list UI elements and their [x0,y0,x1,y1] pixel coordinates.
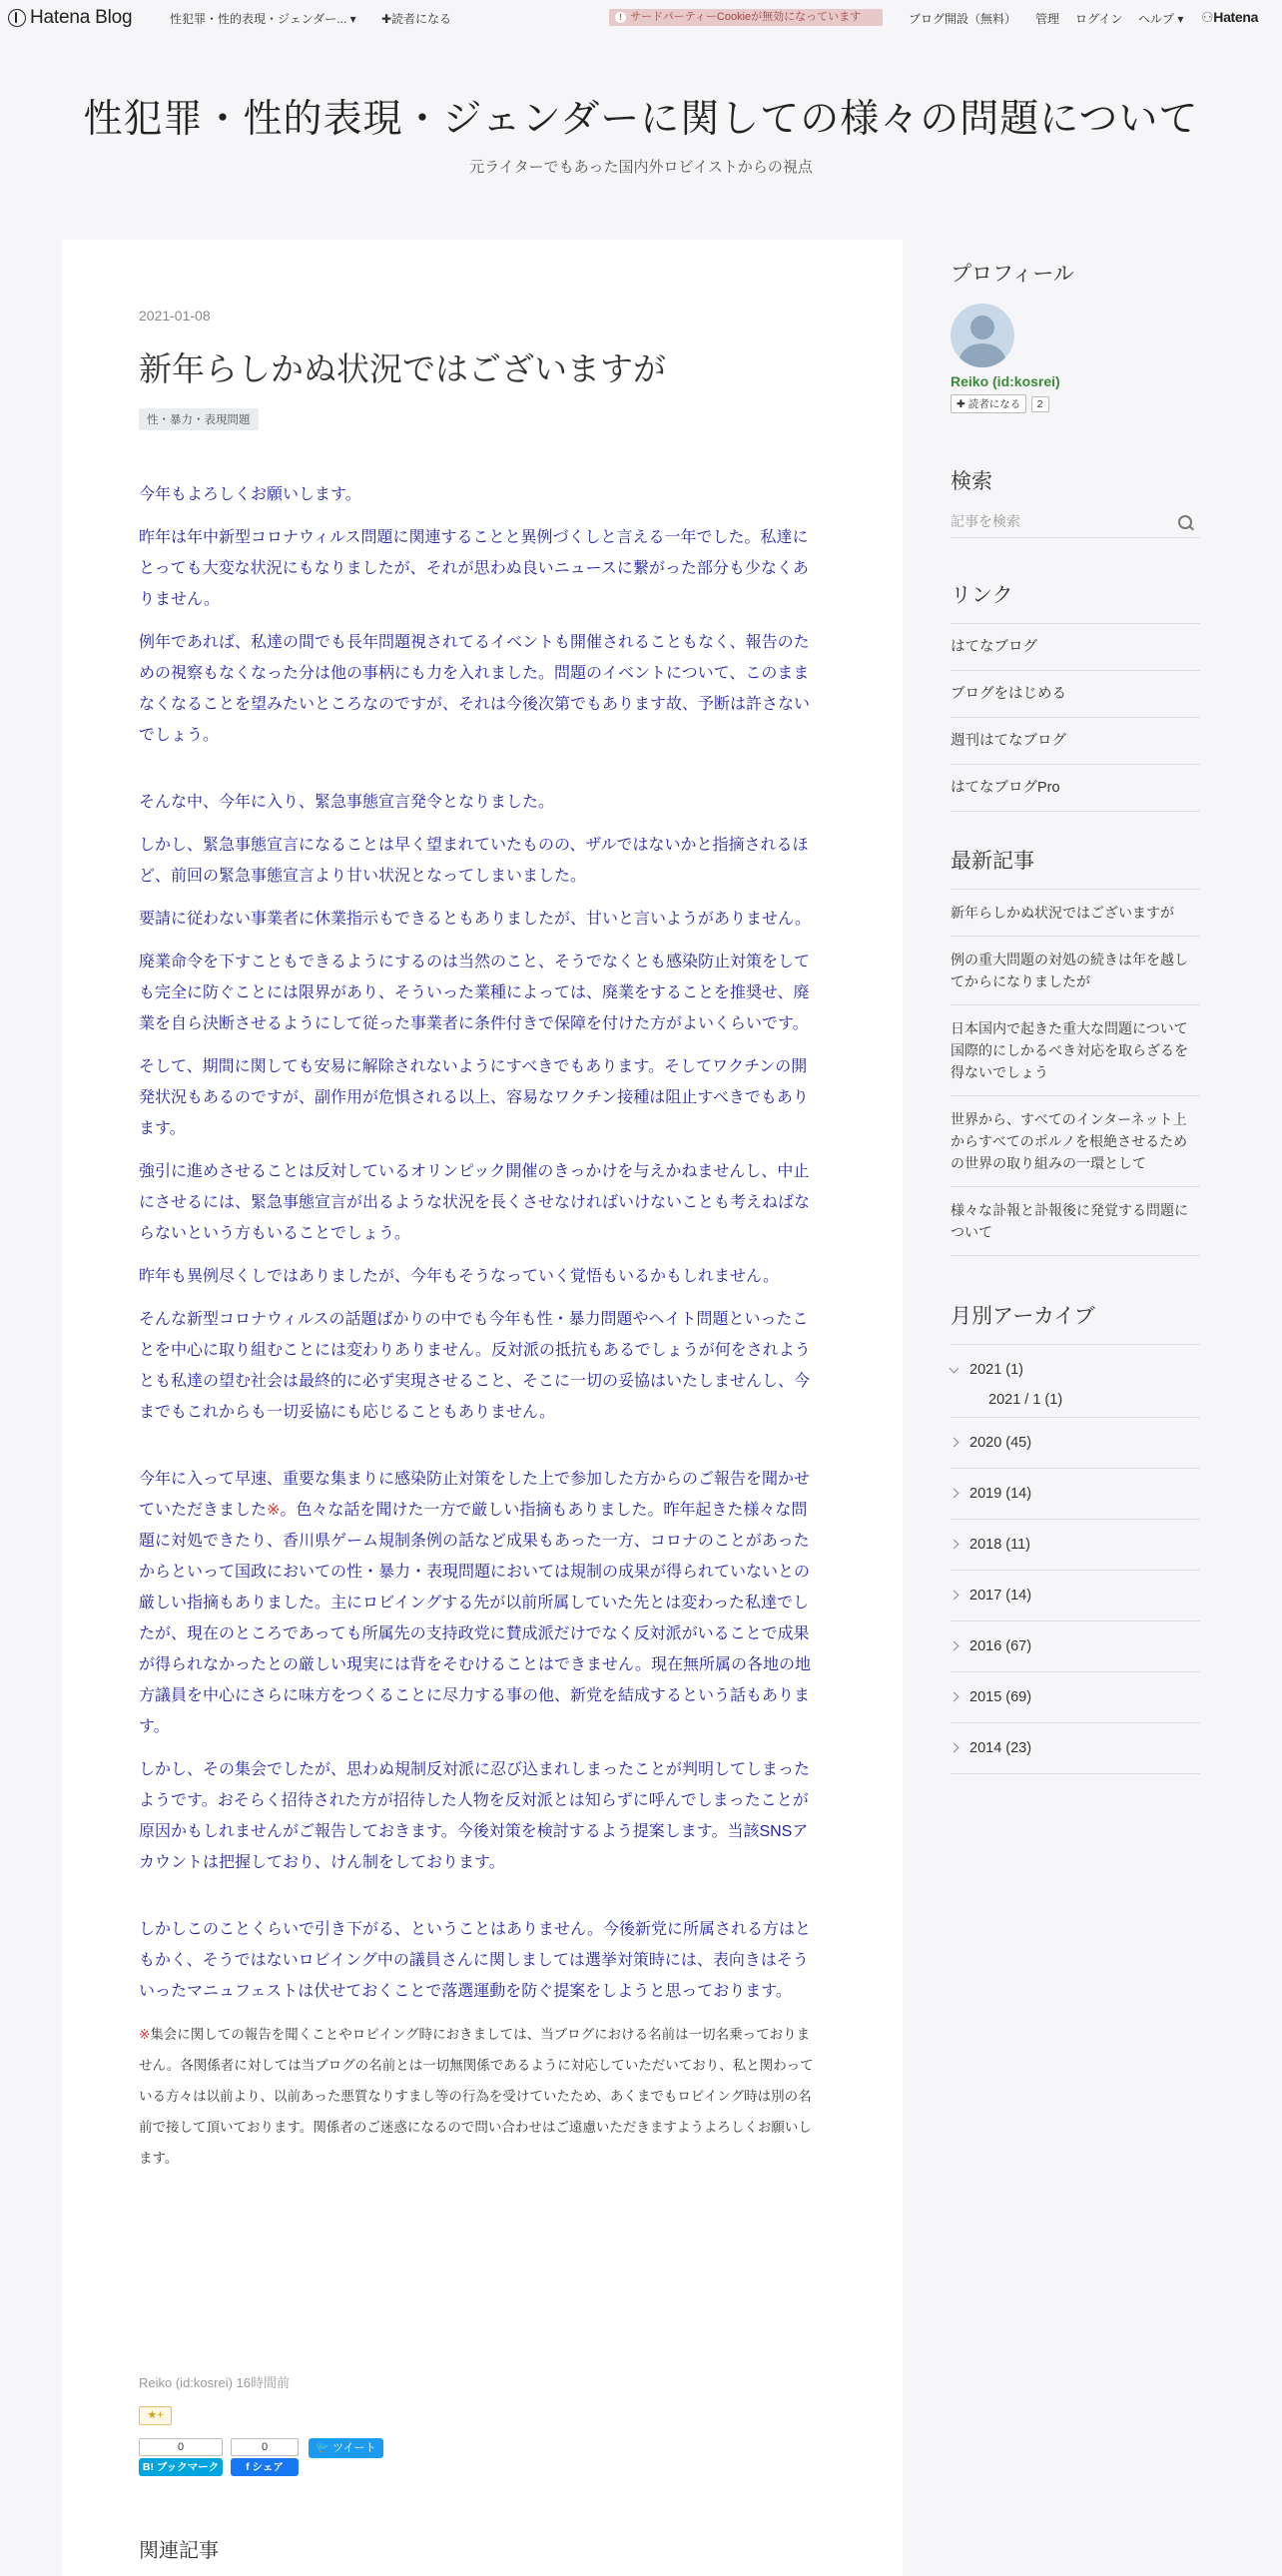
archive-year-label[interactable]: 2020 (45) [969,1435,1032,1451]
archive-year-label[interactable]: 2021 (1) [969,1362,1024,1378]
archive-year[interactable] [951,1418,1200,1469]
hatena-logo[interactable] [1201,9,1258,26]
archive-year[interactable] [951,1672,1200,1723]
tweet-label: ツイート [332,2442,376,2454]
blog-title[interactable]: 性犯罪・性的表現・ジェンダーに関しての様々の問題について [83,98,1199,141]
cookie-notice[interactable] [609,9,883,26]
entry-body [139,479,823,2174]
paragraph: 昨年も異例尽くしではありましたが、今年もそうなっていく覚悟もいるかもしれません。 [139,1268,779,1285]
recent-heading: 最新記事 [951,850,1034,873]
paragraph: 強引に進めさせることは反対しているオリンピック開催のきっかけを与えかねませんし、中止にさせるには、緊急事態宣言が出るような状況を長くさせなければいけないことも考えねばならないという方もいることでしょう。 [139,1163,811,1242]
chevron-right-icon[interactable] [950,1591,960,1601]
archive-year[interactable] [951,1520,1200,1571]
chevron-right-icon[interactable] [950,1743,960,1753]
paragraph: 例年であれば、私達の間でも長年問題視されてるイベントも開催されることもなく、報告のための視察もなくなった分は他の事柄にも力を入れました。問題のイベントについて、このままなくなることを望みたいところなのですが、それは今後次第でもあります故、予断は許さないでしょう。 [139,634,811,744]
paragraph [139,1464,823,1742]
link-item[interactable]: 週刊はてなブログ [951,718,1200,765]
paragraph-part: 。色々な話を聞けた一方で厳しい指摘もありました。昨年起きた様々な問題に対処できたり、香川県ゲーム規制条例の話など成果もあった一方、コロナのことがあったからといって国政においての性・暴力・表現問題においては規制の成果が得られていないとの厳しい指摘もありました。主にロビイングする先が以前所属していた先とは変わった私達でしたが、現在のところであっても所属先の支持政党に賛成派だけでなく反対派がいることで成果が得られなかったとの厳しい現実には背をそむけることはできません。現在無所属の各地の地方議員を中心にさらに味方をつくることに尽力する事の他、新党を結成するという話もあります。 [139,1502,811,1735]
nav-login[interactable]: ログイン [1075,12,1123,26]
profile-actions [951,394,1200,413]
paragraph: 廃業命令を下すこともできるようにするのは当然のこと、そうでなくとも感染防止対策をしても完全に防ぐことには限界があり、そういった業種によっては、廃業をすることを推奨せ、廃業を自ら決断させるようにして従った事業者に条件付きで保障を付けた方がよいくらいです。 [139,954,811,1032]
paragraph: しかし、その集会でしたが、思わぬ規制反対派に忍び込まれしまったことが判明してしまったようです。おそらく招待された方が招待した人物を反対派とは知らずに呼んでしまったことが原因かもしれませんがご報告しておきます。今後対策を検討するよう提案します。当該SNSアカウントは把握しており、けん制をしております。 [139,1761,811,1871]
archive-year-label[interactable]: 2017 (14) [969,1588,1032,1604]
bookmark-button[interactable]: B! ブックマーク [139,2458,223,2476]
facebook-share [231,2438,299,2476]
hatena-blog-logo-text: Hatena Blog [30,7,133,28]
entry-date[interactable]: 2021-01-08 [139,308,211,323]
sidebar-search [951,465,1200,538]
avatar-body [960,343,1005,367]
hatena-logo-icon: ⚇ [1201,9,1214,25]
avatar[interactable] [951,304,1014,367]
archive-year[interactable] [951,1621,1200,1672]
sidebar-archive [951,1300,1200,1774]
subscriber-count[interactable]: 2 [1031,396,1049,412]
archive-year-label[interactable]: 2018 (11) [969,1537,1030,1553]
footnote [139,2019,823,2174]
twitter-icon: 🐦 [316,2442,330,2454]
footnote-mark: ※ [267,1502,281,1519]
chevron-right-icon[interactable] [950,1489,960,1499]
search-heading: 検索 [951,470,992,493]
global-header [0,0,1282,36]
entry-category[interactable]: 性・暴力・表現問題 [139,408,259,430]
chevron-right-icon[interactable] [950,1692,960,1702]
blog-name-menu[interactable]: 性犯罪・性的表現・ジェンダー... ▾ [170,12,356,26]
archive-year[interactable] [951,1469,1200,1520]
share-count[interactable]: 0 [231,2438,299,2456]
paragraph: 昨年は年中新型コロナウィルス問題に関連することと異例づくしと言える一年でした。私達にとっても大変な状況にもなりましたが、それが思わぬ良いニュースに繋がった部分も少なくありません。 [139,529,809,608]
archive-heading: 月別アーカイブ [951,1305,1095,1328]
paragraph-part: 今年に入って早速、重要な集まりに感染防止対策をした上で参加した方からのご報告を聞かせていただきました [139,1471,811,1519]
hatena-logo-text: Hatena [1213,9,1259,25]
archive-month[interactable]: 2021 / 1 (1) [988,1392,1063,1408]
sidebar-subscribe-button[interactable]: ✚ 読者になる [951,394,1026,413]
link-item[interactable]: はてなブログ [951,624,1200,671]
archive-year-label[interactable]: 2014 (23) [969,1740,1032,1756]
subscribe-button[interactable]: ✚読者になる [381,12,452,26]
recent-entry[interactable]: 新年らしかぬ状況ではございますが [951,890,1200,937]
paragraph: そして、期間に関しても安易に解除されないようにすべきでもあります。そしてワクチンの開発状況もあるのですが、副作用が危惧される以上、容易なワクチン接種は阻止すべきでもあります。 [139,1058,809,1137]
add-star-button[interactable]: ★+ [139,2406,172,2425]
paragraph: 今年もよろしくお願いします。 [139,486,361,503]
spacer [139,763,823,787]
recent-entry[interactable]: 世界から、すべてのインターネット上からすべてのポルノを根絶させるための世界の取り組みの一環として [951,1096,1200,1187]
profile-name[interactable]: Reiko (id:kosrei) [951,373,1060,389]
bookmark-count[interactable]: 0 [139,2438,223,2456]
spacer [139,1440,823,1464]
link-item[interactable]: ブログをはじめる [951,671,1200,718]
archive-year-open[interactable] [951,1345,1200,1418]
archive-year[interactable] [951,1723,1200,1774]
search-input[interactable] [951,507,1170,535]
archive-year-label[interactable]: 2015 (69) [969,1689,1032,1705]
profile-heading: プロフィール [951,263,1074,286]
recent-list [951,889,1200,1256]
archive-year[interactable] [951,1571,1200,1621]
recent-entry[interactable]: 日本国内で起きた重大な問題について国際的にしかるべき対応を取らざるを得ないでしょう [951,1005,1200,1096]
archive-year-label[interactable]: 2016 (67) [969,1638,1032,1654]
sidebar-recent [951,845,1200,1256]
warning-icon: ! [615,12,626,23]
link-item[interactable]: はてなブログPro [951,765,1200,812]
paragraph: 要請に従わない事業者に休業指示もできるともありましたが、甘いと言いようがありません。 [139,911,811,928]
avatar-head [970,316,994,339]
tweet-button[interactable] [309,2438,383,2458]
nav-help[interactable]: ヘルプ ▾ [1138,12,1184,26]
footnote-text: 集会に関しての報告を聞くことやロビイング時におきましては、当ブログにおける名前は一切名乗っておりません。各関係者に対しては当ブログの名前とは一切無関係であるように対応していただいており、私と関わっている方々は以前より、以前あった悪質なりすまし等の行為を受けていたため、あくまでもロビイング時は別の名前で接して頂いております。関係者のご迷惑になるので問い合わせはご遠慮いただきますようよろしくお願いします。 [139,2027,814,2166]
nav-admin[interactable]: 管理 [1035,12,1060,26]
blog-description: 元ライターでもあった国内外ロビイストからの視点 [469,159,813,176]
search-box [951,507,1200,538]
links-list [951,623,1200,812]
links-heading: リンク [951,584,1013,607]
paragraph: そんな新型コロナウィルスの話題ばかりの中でも今年も性・暴力問題やヘイト問題といったことを中心に取り組むことには変わりありません。反対派の抵抗もあるでしょうが何をされようとも私達の望む社会は最終的に必ず実現させること、そこに一切の妥協はいたしませんし、今までもこれからも一切妥協にも応じることもありません。 [139,1311,811,1421]
hatena-blog-logo[interactable] [8,7,132,29]
chevron-down-icon[interactable] [950,1364,960,1374]
chevron-right-icon[interactable] [950,1438,960,1448]
paragraph: しかしこのことくらいで引き下がる、ということはありません。今後新党に所属される方はともかく、そうではないロビイング中の議員さんに関しましては選挙対策時には、表向きはそういったマニュフェストは伏せておくことで落選運動を防ぐ提案をしようと思っております。 [139,1921,811,2000]
footnote-mark: ※ [139,2027,151,2042]
entry-article [62,240,903,2576]
facebook-share-button[interactable]: f シェア [231,2458,299,2476]
hatena-blog-logo-icon [8,9,26,27]
entry-title[interactable]: 新年らしかぬ状況ではございますが [139,350,666,387]
bookmark-share [139,2438,223,2476]
archive-year-label[interactable]: 2019 (14) [969,1486,1032,1502]
entry-footer-meta[interactable]: Reiko (id:kosrei) 16時間前 [139,2375,290,2390]
paragraph: しかし、緊急事態宣言になることは早く望まれていたものの、ザルではないかと指摘されるほど、前回の緊急事態宣言より甘い状況となってしまいました。 [139,837,809,885]
paragraph: そんな中、今年に入り、緊急事態宣言発令となりました。 [139,794,555,811]
spacer [139,1890,823,1914]
search-icon[interactable] [1178,515,1192,529]
recent-entry[interactable]: 様々な訃報と訃報後に発覚する問題について [951,1187,1200,1256]
sidebar-profile [951,258,1200,413]
recent-entry[interactable]: 例の重大問題の対処の続きは年を越してからになりましたが [951,937,1200,1005]
sidebar-links [951,579,1200,812]
chevron-right-icon[interactable] [950,1641,960,1651]
archive-list [951,1344,1200,1774]
cookie-notice-text: サードパーティーCookieが無効になっています [630,11,862,23]
related-entries-heading: 関連記事 [139,2540,219,2562]
chevron-right-icon[interactable] [950,1540,960,1550]
nav-open-blog[interactable]: ブログ開設（無料） [909,12,1017,26]
